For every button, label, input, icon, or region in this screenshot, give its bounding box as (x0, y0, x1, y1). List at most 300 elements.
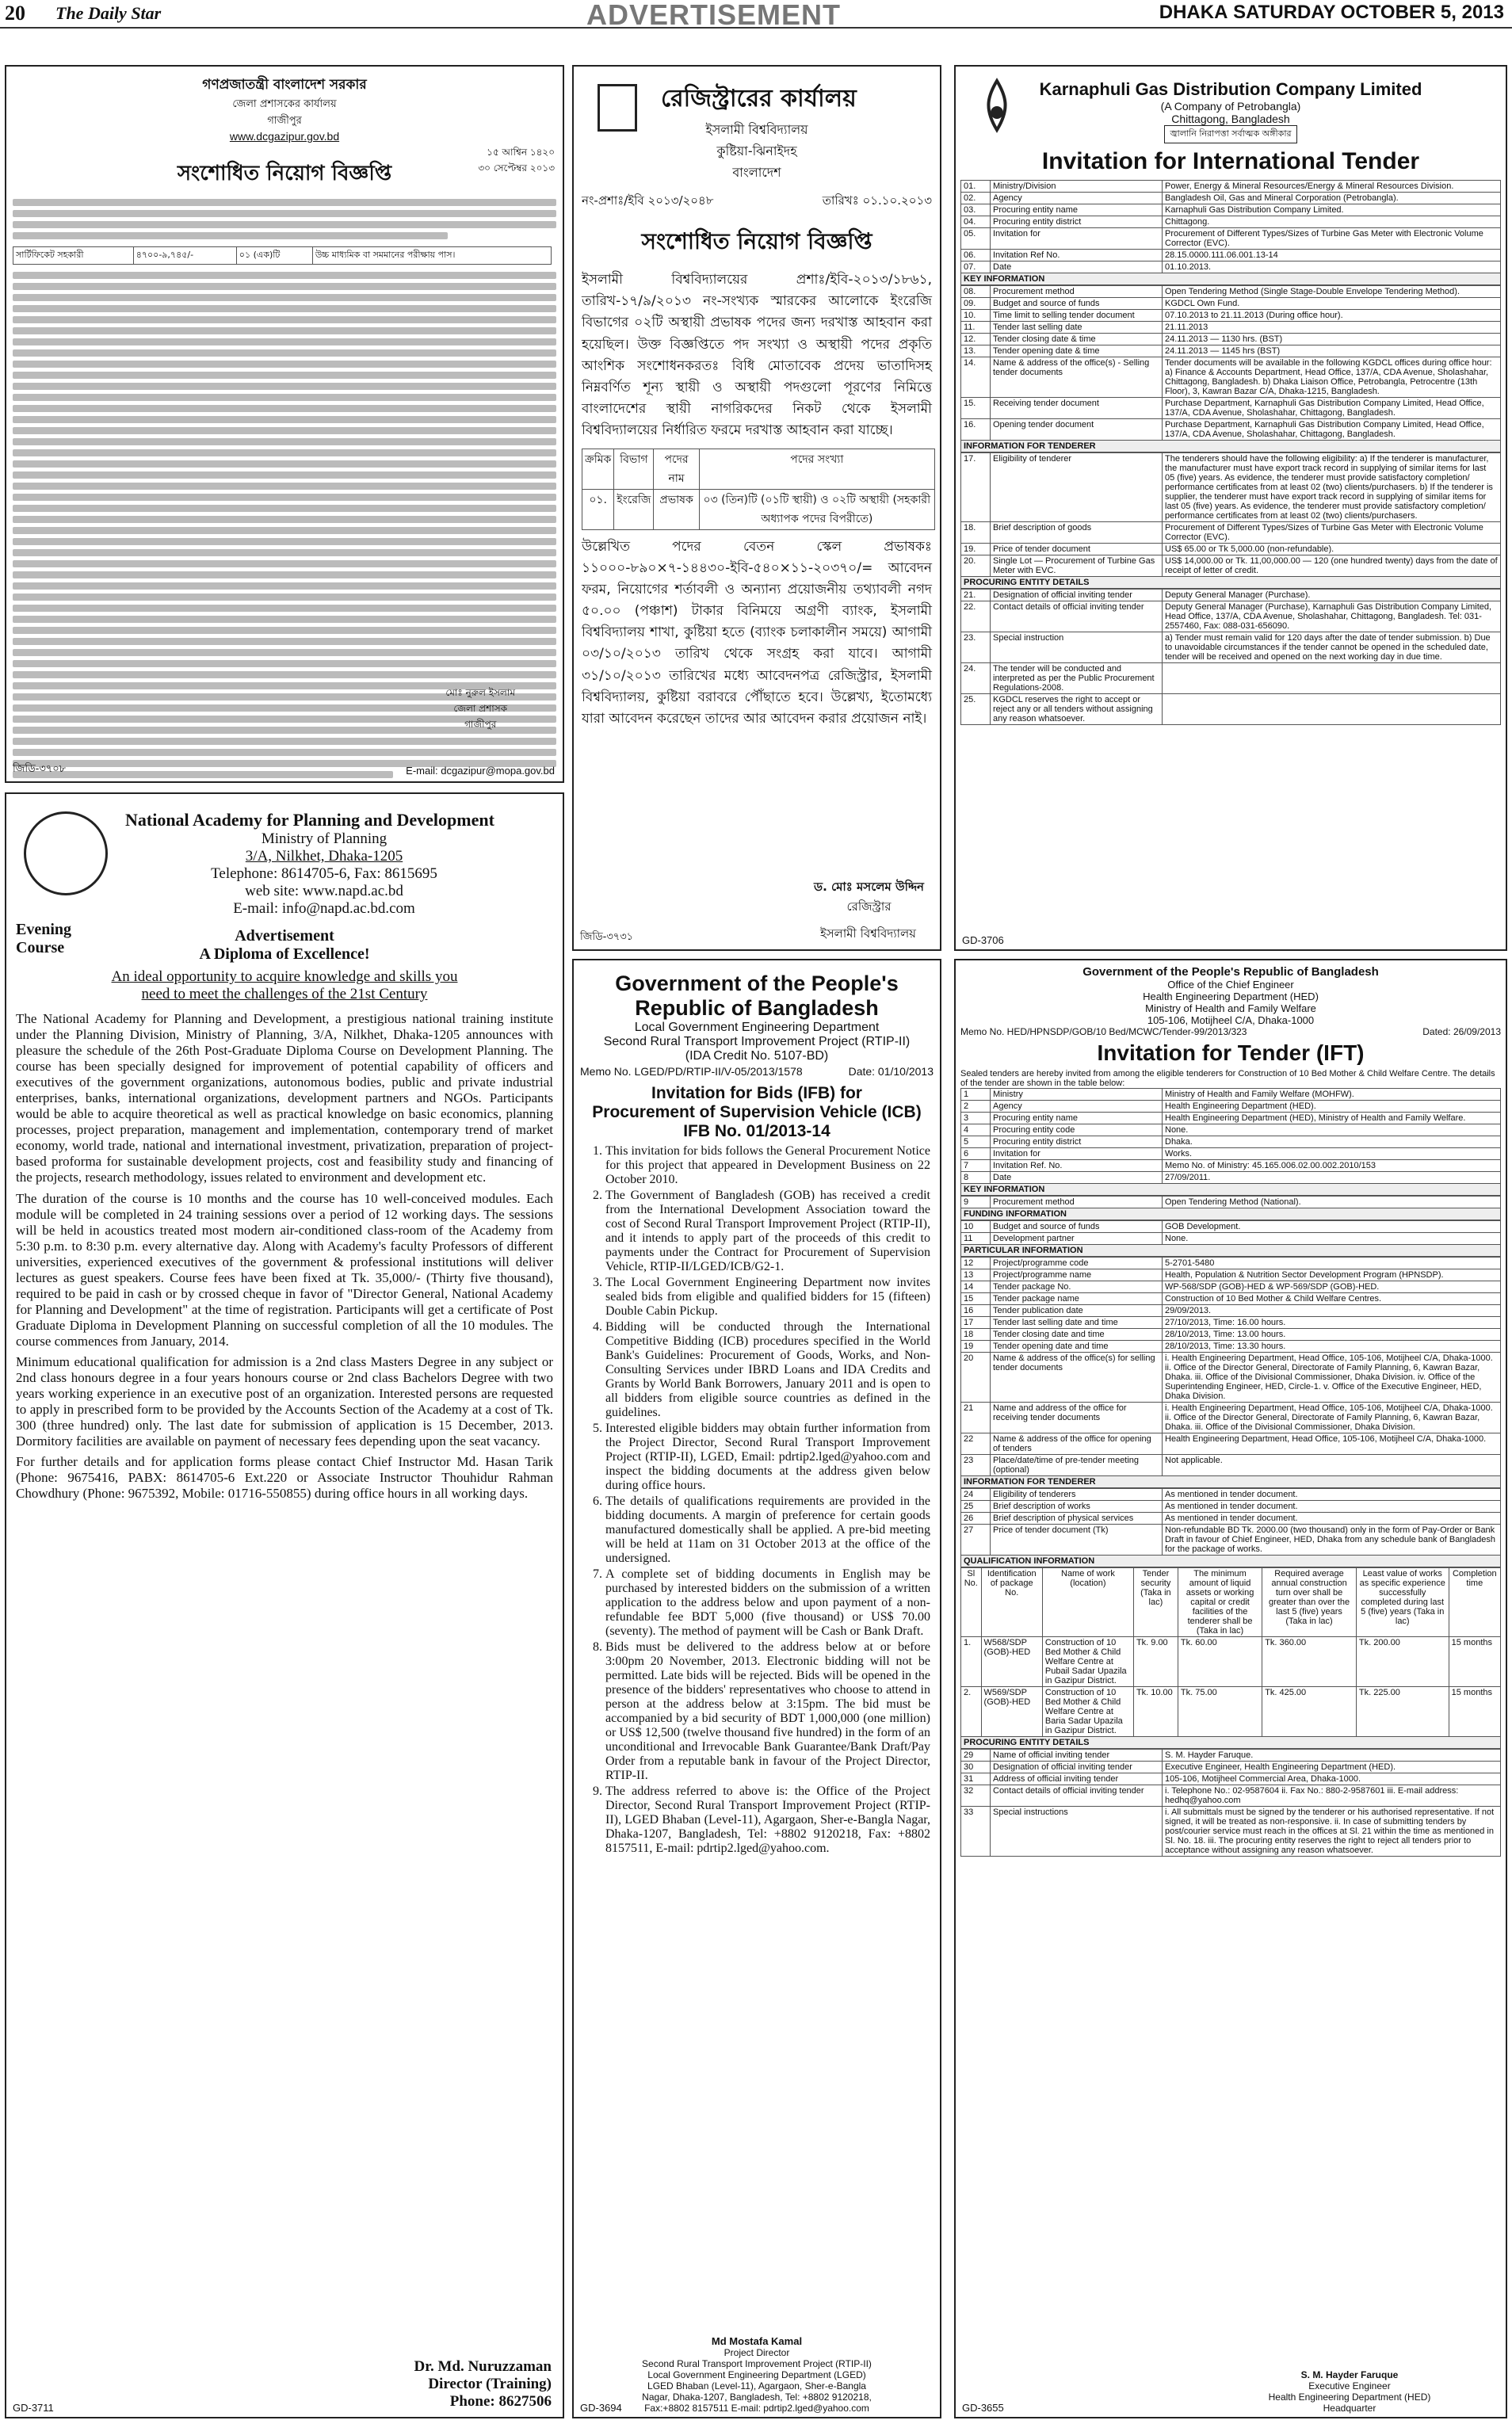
ifb-number: IFB No. 01/2013-14 (683, 1122, 830, 1140)
table-cell: KGDCL Own Fund. (1163, 298, 1501, 310)
signatory-name: Dr. Md. Nuruzzaman (414, 2358, 552, 2375)
website-link[interactable]: www.dcgazipur.gov.bd (229, 130, 340, 143)
table-row (961, 1124, 1501, 1136)
table-cell: Tender closing date and time (991, 1329, 1163, 1341)
ad-heading: গণপ্রজাতন্ত্রী বাংলাদেশ সরকার (202, 77, 367, 93)
table-row (961, 1293, 1501, 1305)
table-row (961, 1269, 1501, 1281)
table-cell: 20. (961, 555, 991, 577)
clause: 4. Bidding will be conducted through the International Competitive Bidding (ICB) procedures specified in the World Bank's Guidelines: Procurement of Goods, Works, and Non-Consulting Services under IBRD Loans and IDA Credits and Grants by World Bank Borrowers, January 2011 and is open to all bidders from eligible source countries as defined in the guidelines. (605, 1320, 930, 1420)
university-name: ইসলামী বিশ্ববিদ্যালয় (705, 122, 808, 137)
table-cell: 14 (961, 1281, 991, 1293)
table-cell: Date (991, 1172, 1163, 1184)
table-cell: 02. (961, 193, 991, 204)
signatory-title: জেলা প্রশাসক (453, 703, 508, 714)
table-cell: Tender documents will be available in the following KGDCL offices during office hour: a) Finance & Accounts Department, Head Office, 137/A, CDA Avenue, Sholashahar, Chittagong, Bangladesh. b) Dhaka Liaison Office, Petrobangla, Petrocentre (13th Floor), 3, Kawran Bazar C/A, Dhaka-1215, Bangladesh. (1163, 357, 1501, 398)
table-cell: 8 (961, 1172, 991, 1184)
clause: 5. Interested eligible bidders may obtain further information from the Project Director, Second Rural Transport Improvement Project (RTIP-II), LGED, Email: pdrtip2.lged@yahoo.com and inspect the bidding documents at the address given below during office hours. (605, 1422, 930, 1493)
table-cell: 07. (961, 261, 991, 273)
table-cell: 5-2701-5480 (1163, 1258, 1501, 1269)
email-link[interactable]: E-mail: info@napd.ac.bd.com (233, 900, 415, 917)
table-cell: 05. (961, 228, 991, 250)
table-row (961, 1455, 1501, 1476)
table-cell: 7 (961, 1160, 991, 1172)
kgdcl-logo (979, 78, 1014, 133)
table-row (961, 1258, 1501, 1269)
table-cell: 13 (961, 1269, 991, 1281)
signatory-title: Project Director (724, 2347, 790, 2358)
table-cell: 4 (961, 1124, 991, 1136)
section-procuring-entity: PROCURING ENTITY DETAILS (960, 577, 1501, 589)
table-cell: Price of tender document (991, 544, 1163, 555)
table-row (961, 1762, 1501, 1773)
table-row (961, 1136, 1501, 1148)
table-cell: Address of official inviting tender (991, 1773, 1163, 1785)
table-cell: 19 (961, 1341, 991, 1353)
table-cell: Name & address of the office for opening of tenders (991, 1433, 1163, 1455)
table-cell: As mentioned in tender document. (1163, 1501, 1501, 1513)
table-cell: 26 (961, 1513, 991, 1525)
section-title: ADVERTISEMENT (586, 0, 842, 31)
table-cell: i. Health Engineering Department, Head Office, 105-106, Motijheel C/A, Dhaka-1000. ii. Office of the Director General, Directorate of Family Planning, 6, Kawran Bazar, Dhaka. iii. Office of the Divisional Commissioner, Dhaka Division. iv. Office of the Superintending Engineer, HED, Circle-1. v. Office of the Executive Engineer, HED, Dhaka Division. (1163, 1353, 1501, 1403)
table-cell: 19. (961, 544, 991, 555)
signatory-dept: Health Engineering Department (HED) (1268, 2392, 1431, 2403)
table-cell: 22 (961, 1433, 991, 1455)
clause: 7. A complete set of bidding documents in English may be purchased by interested bidders on the submission of a written application to the address below and upon payment of a non-refundable fee BDT 5,000 (five thousand) or US$ 70.00 (seventy). The method of payment will be Cash or Bank Draft. (605, 1567, 930, 1639)
table-cell: Not applicable. (1163, 1455, 1501, 1476)
table-cell: Health, Population & Nutrition Sector Development Program (HPNSDP). (1163, 1269, 1501, 1281)
section-procuring-entity: PROCURING ENTITY DETAILS (960, 1737, 1501, 1749)
ad-code: জিডি-৩৭৩১ (580, 931, 634, 943)
diploma-headline: A Diploma of Excellence! (199, 945, 370, 963)
office-location: গাজীপুর (267, 115, 302, 127)
table-cell: 1 (961, 1089, 991, 1101)
table-row (961, 1433, 1501, 1455)
table-cell: 16 (961, 1305, 991, 1317)
date-english: ৩০ সেপ্টেম্বর ২০১৩ (478, 162, 555, 174)
table-cell: 11. (961, 322, 991, 334)
table-cell: Tender last selling date (991, 322, 1163, 334)
table-cell: Procuring entity name (991, 204, 1163, 216)
table-cell: 28/10/2013, Time: 13.00 hours. (1163, 1329, 1501, 1341)
table-cell: The tender will be conducted and interpreted as per the Public Procurement Regulations-2008. (991, 663, 1163, 694)
table-cell: Purchase Department, Karnaphuli Gas Distribution Company Limited, Head Office, 137/A, CDA Avenue, Sholashahar, Chittagong, Bangladesh. (1163, 398, 1501, 419)
table-cell: 21. (961, 590, 991, 601)
table-cell: Special instructions (991, 1807, 1163, 1857)
table-row (961, 1148, 1501, 1160)
table-cell: Invitation for (991, 1148, 1163, 1160)
table-row (961, 1501, 1501, 1513)
table-cell: Designation of official inviting tender (991, 1762, 1163, 1773)
table-row (961, 1807, 1501, 1857)
table-row (961, 601, 1501, 632)
credit-no: (IDA Credit No. 5107-BD) (685, 1049, 829, 1063)
table-cell: Deputy General Manager (Purchase). (1163, 590, 1501, 601)
table-cell: 03. (961, 204, 991, 216)
table-cell: Executive Engineer, Health Engineering Department (HED). (1163, 1762, 1501, 1773)
table-cell: 2 (961, 1101, 991, 1113)
table-row (961, 1221, 1501, 1233)
table-row (961, 322, 1501, 334)
table-cell: Deputy General Manager (Purchase), Karnaphuli Gas Distribution Company Limited, Head Office, 137/A, CDA Avenue, Sholashahar, Chittagong, Bangladesh. Tel: 031-2557460, Fax: 088-031-656090. (1163, 601, 1501, 632)
table-row (961, 1513, 1501, 1525)
clause: 6. The details of qualifications requirements are provided in the bidding documents. A margin of preference for certain goods manufactured domestically shall be applied. A pre-bid meeting will be held at 11am on 31 October 2013 at the office of the undersigned. (605, 1494, 930, 1566)
ad-code: GD-3706 (962, 934, 1004, 946)
intro-text: Sealed tenders are hereby invited from among the eligible tenderers for Construction of 10 Bed Mother & Child Welfare Centre. The details of the tender are shown in the table below: (960, 1069, 1495, 1088)
table-cell: 25. (961, 694, 991, 725)
table-cell: Budget and source of funds (991, 298, 1163, 310)
tender-table (956, 180, 1506, 725)
table-cell: Procurement method (991, 286, 1163, 298)
table-row (961, 453, 1501, 522)
table-cell: 24 (961, 1489, 991, 1501)
signatory-address-1: LGED Bhaban (Level-11), Agargaon, Sher-e-Bangla (647, 2380, 866, 2392)
table-cell: i. Telephone No.: 02-9587604 ii. Fax No.: 880-2-9587601 iii. E-mail address: hedhq@yahoo.com (1163, 1785, 1501, 1807)
table-row: 1. W568/SDP (GOB)-HED Construction of 10 Bed Mother & Child Welfare Centre at Pubail Sadar Upazila in Gazipur District. Tk. 9.00 Tk. 60.00 Tk. 360.00 Tk. 200.00 15 months (961, 1637, 1501, 1687)
memo-no: Memo No. LGED/PD/RTIP-II/V-05/2013/1578 (580, 1065, 803, 1078)
signatory-contact: Fax:+8802 8157511 E-mail: pdrtip2.lged@yahoo.com (644, 2403, 869, 2414)
ad-title: Invitation for Tender (IFT) (1097, 1040, 1365, 1065)
table-cell: Invitation for (991, 228, 1163, 250)
table-row (961, 181, 1501, 193)
table-cell: Procurement method (991, 1197, 1163, 1208)
table-cell: 21.11.2013 (1163, 322, 1501, 334)
qualification: উচ্চ মাধ্যমিক বা সমমানের পরীক্ষায় পাস। (312, 247, 551, 265)
ad-gazipur-dc (5, 65, 564, 783)
ad-lged-ifb (572, 959, 941, 2418)
table-row (961, 1353, 1501, 1403)
table-cell: 24. (961, 663, 991, 694)
post-name: সার্টিফিকেট সহকারী (13, 247, 134, 265)
ad-hed-tender (954, 959, 1507, 2418)
website-link[interactable]: web site: www.napd.ac.bd (245, 883, 403, 899)
table-cell: KGDCL reserves the right to accept or reject any or all tenders without assigning any reason whatsoever. (991, 694, 1163, 725)
table-cell: 07.10.2013 to 21.11.2013 (During office hour). (1163, 310, 1501, 322)
signatory-office: Headquarter (1323, 2403, 1376, 2414)
table-cell: Ministry (991, 1089, 1163, 1101)
section-key-info: KEY INFORMATION (960, 1184, 1501, 1196)
section-key-info: KEY INFORMATION (960, 273, 1501, 285)
table-cell: 01. (961, 181, 991, 193)
section-funding: FUNDING INFORMATION (960, 1208, 1501, 1220)
table-cell: Eligibility of tenderers (991, 1489, 1163, 1501)
table-cell: Date (991, 261, 1163, 273)
table-row (961, 398, 1501, 419)
table-cell: Development partner (991, 1233, 1163, 1245)
table-cell: 23 (961, 1455, 991, 1476)
table-cell (1163, 694, 1501, 725)
memo-date: Date: 01/10/2013 (848, 1065, 934, 1078)
table-cell: Tender opening date and time (991, 1341, 1163, 1353)
ad-title: Invitation for International Tender (1041, 148, 1420, 174)
table-cell: i. Health Engineering Department, Head Office, 105-106, Motijheel C/A, Dhaka-1000. ii. Office of the Director General, Directorate of Family Planning, 6, Kawran Bazar, Dhaka. iii. Office of the Divisional Commissioner, Dhaka Division. (1163, 1403, 1501, 1433)
ministry: Ministry of Health and Family Welfare (1145, 1002, 1316, 1014)
table-row (961, 1341, 1501, 1353)
table-cell: 29 (961, 1750, 991, 1762)
paragraph-qualification: Minimum educational qualification for admission is a 2nd class Masters Degree in any subject or 2nd class honours degree in a four years honours course or 2nd class Bachelors Degree with two years working experience in an executive post of an organization. Interested persons are requested to apply in prescribed form to be provided by the Accounts Section of the Academy at a cost of Tk. 300 (three hundred) only. The last date for submission of application is 15 December, 2013. Dormitory facilities are available on payment of necessary fees depending upon the seat vacancy. (16, 1353, 553, 1449)
table-cell: Health Engineering Department (HED), Ministry of Health and Family Welfare. (1163, 1113, 1501, 1124)
table-cell: 28.15.0000.111.06.001.13-14 (1163, 250, 1501, 261)
table-cell: 32 (961, 1785, 991, 1807)
table-cell: None. (1163, 1233, 1501, 1245)
company-subtitle: (A Company of Petrobangla) (1160, 100, 1301, 113)
table-cell: Tender package name (991, 1293, 1163, 1305)
adv-label: Advertisement (235, 927, 334, 945)
table-cell: Brief description of goods (991, 522, 1163, 544)
table-cell: Power, Energy & Mineral Resources/Energy & Mineral Resources Division. (1163, 181, 1501, 193)
paragraph-contact: For further details and for application forms please contact Chief Instructor Md. Hasan Tarik (Phone: 9675416, PABX: 8614705-6 Ext.220 or Associate Instructor Thouhidur Rahman Chowdhury (Phone: 9675392, Mobile: 01716-550855) during office hours in all working days. (16, 1454, 553, 1502)
table-cell: 08. (961, 286, 991, 298)
address: 105-106, Motijheel C/A, Dhaka-1000 (1147, 1014, 1315, 1026)
gov-title-1: Government of the People's (615, 972, 899, 995)
table-cell: 10 (961, 1221, 991, 1233)
clause: 3. The Local Government Engineering Department now invites sealed bids from eligible and qualified bidders for 15 (fifteen) Double Cabin Pickup. (605, 1276, 930, 1319)
table-cell: Open Tendering Method (National). (1163, 1197, 1501, 1208)
table-cell: US$ 65.00 or Tk 5,000.00 (non-refundable). (1163, 544, 1501, 555)
qualification-table: Sl No. Identification of package No. Name of work (location) Tender security (Taka in lac) The minimum amount of liquid assets or working capital or credit facilities of the tenderer shall be (Taka in lac) Required average annual construction turn over shall be greater than over the last 5 (five) years (Taka in lac) Least value of works as specific experience successfully completed during last 5 (five) years (Taka in lac) Completion time 1. W568/SDP (GOB)-HED Construction of 10 Bed Mother & Child Welfare Centre at Pubail Sadar Upazila in Gazipur District. Tk. 9.00 Tk. 60.00 Tk. 360.00 Tk. 200.00 15 months 2. W569/SDP (GOB)-HED Construction of 10 Bed Mother & Child Welfare Centre at Baria Sadar Upazila in Gazipur District. Tk. 10.00 Tk. 75.00 Tk. 425.00 Tk. 225.00 15 months (960, 1567, 1501, 1737)
table-cell: Invitation Ref No. (991, 250, 1163, 261)
ifb-title-2: Procurement of Supervision Vehicle (ICB) (592, 1103, 922, 1121)
table-row (961, 345, 1501, 357)
table-row (961, 590, 1501, 601)
table-cell: 23. (961, 632, 991, 663)
table-cell: Eligibility of tenderer (991, 453, 1163, 522)
table-cell: Opening tender document (991, 419, 1163, 441)
org-name: National Academy for Planning and Development (125, 810, 494, 830)
table-cell: S. M. Hayder Faruque. (1163, 1750, 1501, 1762)
memo-date: Dated: 26/09/2013 (1422, 1026, 1501, 1037)
page-header (0, 0, 1512, 29)
signatory-title: Director (Training) (428, 2376, 552, 2392)
section-tenderer-info: INFORMATION FOR TENDERER (960, 441, 1501, 452)
table-cell: Non-refundable BD Tk. 2000.00 (two thousand) only in the form of Pay-Order or Bank Draft in favour of Chief Engineer, HED, Dhaka from any schedule bank of Bangladesh for the package of works. (1163, 1525, 1501, 1556)
table-cell: US$ 14,000.00 or Tk. 11,00,000.00 — 120 (one hundred twenty) days from the date of receipt of letter of credit. (1163, 555, 1501, 577)
table-cell: 28/10/2013, Time: 13.30 hours. (1163, 1341, 1501, 1353)
table-cell: 18 (961, 1329, 991, 1341)
table-cell: Designation of official inviting tender (991, 590, 1163, 601)
table-row (961, 544, 1501, 555)
table-cell: None. (1163, 1124, 1501, 1136)
tagline-2: need to meet the challenges of the 21st Century (141, 986, 428, 1002)
signatory-title: Executive Engineer (1308, 2380, 1391, 2392)
date-bangla: ১৫ আশ্বিন ১৪২০ (487, 147, 555, 158)
table-cell: 18. (961, 522, 991, 544)
table-cell: Tender last selling date and time (991, 1317, 1163, 1329)
table-cell: Name & address of the office(s) - Selling tender documents (991, 357, 1163, 398)
table-row (961, 1160, 1501, 1172)
post-table (13, 246, 552, 265)
table-cell: Receiving tender document (991, 398, 1163, 419)
table-cell: Health Engineering Department, Head Office, 105-106, Motijheel C/A, Dhaka-1000. (1163, 1433, 1501, 1455)
table-cell: 01.10.2013. (1163, 261, 1501, 273)
table-cell: 33 (961, 1807, 991, 1857)
table-row (961, 663, 1501, 694)
label-evening: Evening (16, 921, 72, 938)
table-cell: 27/10/2013, Time: 16.00 hours. (1163, 1317, 1501, 1329)
memo-ref: নং-প্রশাঃ/ইবি ২০১৩/২০৪৮ (582, 193, 714, 208)
table-cell: Open Tendering Method (Single Stage-Double Envelope Tendering Method). (1163, 286, 1501, 298)
label-course: Course (16, 939, 65, 956)
telephone: Telephone: 8614705-6, Fax: 8615695 (211, 865, 437, 882)
clause: 1. This invitation for bids follows the General Procurement Notice for this project that appeared in Development Business on 22 October 2010. (605, 1144, 930, 1187)
memo-no: Memo No. HED/HPNSDP/GOB/10 Bed/MCWC/Tender-99/2013/323 (960, 1026, 1247, 1037)
table-section (960, 1749, 1501, 1857)
table-cell: 11 (961, 1233, 991, 1245)
table-section (960, 1088, 1501, 1184)
ifb-title-1: Invitation for Bids (IFB) for (651, 1084, 862, 1102)
ad-napd-diploma (5, 792, 564, 2418)
table-section (960, 589, 1501, 725)
table-cell: Purchase Department, Karnaphuli Gas Distribution Company Limited, Head Office, 137/A, CDA Avenue, Sholashahar, Chittagong, Bangladesh. (1163, 419, 1501, 441)
table-cell: 5 (961, 1136, 991, 1148)
signatory-dept: Local Government Engineering Department (LGED) (647, 2369, 866, 2380)
table-cell: Construction of 10 Bed Mother & Child Welfare Centres. (1163, 1293, 1501, 1305)
table-row (961, 1089, 1501, 1101)
table-row (961, 1281, 1501, 1293)
table-cell: 12 (961, 1258, 991, 1269)
table-cell: 25 (961, 1501, 991, 1513)
memo-date: তারিখঃ ০১.১০.২০১৩ (822, 193, 932, 208)
table-row (961, 204, 1501, 216)
table-cell: 22. (961, 601, 991, 632)
signatory-title: রেজিস্ট্রার (846, 899, 892, 914)
table-cell: Price of tender document (Tk) (991, 1525, 1163, 1556)
table-cell: Single Lot — Procurement of Turbine Gas Meter with EVC. (991, 555, 1163, 577)
signatory-phone: Phone: 8627506 (449, 2393, 552, 2410)
tender-table (956, 1088, 1506, 1857)
signatory-name: ড. মোঃ মসলেম উদ্দিন (814, 880, 924, 894)
clause: 8. Bids must be delivered to the address below at or before 3:00pm 20 November, 2013. Electronic bidding will not be permitted. Late bids will be rejected. Bids will be opened in the presence of the bidders' representatives who choose to attend in person at the address below at 3:15pm. The bid must be accompanied by a bid security of BDT 1,000,000 (one million) or US$ 12,500 (twelve thousand five hundred) in the form of an unconditional and Irrevocable Bank Guarantee/Bank Draft/Pay Order from a reputable bank in favour of the Project Director, RTIP-II. (605, 1640, 930, 1783)
table-cell: Tender opening date & time (991, 345, 1163, 357)
post-count: ০১ (এক)টি (236, 247, 312, 265)
table-section (960, 285, 1501, 441)
table-cell: As mentioned in tender document. (1163, 1489, 1501, 1501)
table-cell: Project/programme code (991, 1258, 1163, 1269)
table-cell: Karnaphuli Gas Distribution Company Limited. (1163, 204, 1501, 216)
table-cell: 21 (961, 1403, 991, 1433)
table-section (960, 1488, 1501, 1556)
table-cell: The tenderers should have the following eligibility: a) If the tenderer is manufacturer, the manufacturer must have export track record in supplying of similar items for last 05 (five) years. As evidence, the tenderer must provide satisfactory completion/ performance certificates from at least 02 (two) clients/purchasers. b) If the tenderer is supplier, the tenderer must have export track record in supplying of similar items for last 05 (five) years. As evidence, the tenderer must provide satisfactory completion/ performance certificates from at least 02 (two) clients/purchasers. (1163, 453, 1501, 522)
table-row (961, 357, 1501, 398)
signatory-name: S. M. Hayder Faruque (1300, 2369, 1399, 2380)
table-row (961, 250, 1501, 261)
table-cell: Health Engineering Department (HED). (1163, 1101, 1501, 1113)
table-cell: 14. (961, 357, 991, 398)
table-cell: 27 (961, 1525, 991, 1556)
table-row (961, 1317, 1501, 1329)
post-table: ক্রমিক বিভাগ পদের নাম পদের সংখ্যা ০১. ইংরেজি প্রভাষক ০৩ (তিন)টি (০১টি স্থায়ী) ও ০২টি অস্থায়ী (সহকারী অধ্যাপক পদের বিপরীতে) (582, 449, 935, 530)
country: বাংলাদেশ (732, 165, 781, 180)
table-row (961, 286, 1501, 298)
table-row (961, 694, 1501, 725)
table-cell: Name & address of the office(s) for selling tender documents (991, 1353, 1163, 1403)
section-tenderer-info: INFORMATION FOR TENDERER (960, 1476, 1501, 1488)
table-cell: Tender closing date & time (991, 334, 1163, 345)
table-section (960, 1220, 1501, 1245)
table-cell: 16. (961, 419, 991, 441)
table-cell: Tender package No. (991, 1281, 1163, 1293)
table-cell: 30 (961, 1762, 991, 1773)
table-cell: 24.11.2013 — 1130 hrs. (BST) (1163, 334, 1501, 345)
table-cell: Procuring entity name (991, 1113, 1163, 1124)
table-row (961, 1773, 1501, 1785)
address: 3/A, Nilkhet, Dhaka-1205 (245, 848, 403, 865)
clause: 2. The Government of Bangladesh (GOB) has received a credit from the International Development Association toward the cost of Second Rural Transport Improvement Project (RTIP-II), and it intends to apply part of the proceeds of this credit to payments under the Contract for Procurement of Supervision Vehicle, RTIP-II/LGED/ICB/G2-1. (605, 1189, 930, 1274)
university-location: কুষ্টিয়া-ঝিনাইদহ (716, 143, 797, 158)
table-cell: 6 (961, 1148, 991, 1160)
table-cell: WP-568/SDP (GOB)-HED & WP-569/SDP (GOB)-HED. (1163, 1281, 1501, 1293)
table-cell: 31 (961, 1773, 991, 1785)
table-cell: Procurement of Different Types/Sizes of Turbine Gas Meter with Electronic Volume Corrector (EVC). (1163, 228, 1501, 250)
table-cell: Bangladesh Oil, Gas and Mineral Corporation (Petrobangla). (1163, 193, 1501, 204)
ad-code: GD-3694 (580, 2402, 622, 2414)
ad-code: জিডি-৩৭০৮ (13, 763, 67, 775)
table-cell: 24.11.2013 — 1145 hrs (BST) (1163, 345, 1501, 357)
department: Local Government Engineering Department (634, 1021, 880, 1034)
ifb-clauses (583, 1144, 930, 1856)
ad-kgdcl-tender (954, 65, 1507, 951)
table-row (961, 261, 1501, 273)
signatory-project: Second Rural Transport Improvement Project (RTIP-II) (642, 2358, 872, 2369)
table-row (961, 228, 1501, 250)
table-section (960, 1196, 1501, 1208)
table-cell: Ministry/Division (991, 181, 1163, 193)
ad-code: GD-3655 (962, 2402, 1004, 2414)
department: Health Engineering Department (HED) (1143, 991, 1319, 1002)
table-cell: Ministry of Health and Family Welfare (MOHFW). (1163, 1089, 1501, 1101)
table-row (961, 1329, 1501, 1341)
table-row (961, 298, 1501, 310)
table-cell: Special instruction (991, 632, 1163, 663)
table-row (961, 310, 1501, 322)
table-cell: Procuring entity code (991, 1124, 1163, 1136)
table-cell: As mentioned in tender document. (1163, 1513, 1501, 1525)
ad-body: ইসলামী বিশ্ববিদ্যালয়ের প্রশাঃ/ইবি-২০১৩/১৮৬১, তারিখ-১৭/৯/২০১৩ নং-সংখ্যক স্মারকের আলোকে ইংরেজি বিভাগের ০২টি অস্থায়ী প্রভাষক পদের জন্য দরখাস্ত আহবান করা হয়েছিল। উক্ত বিজ্ঞপ্তিতে পদ সংখ্যা ও অস্থায়ী পদের প্রকৃতি আংশিক সংশোধনকরতঃ বিধি মোতাবেক প্রদেয় ভাতাদিসহ নিম্নবর্ণিত শূন্য স্থায়ী ও অস্থায়ী পদগুলো পূরণের নিমিত্তে বাংলাদেশের স্থায়ী নাগরিকদের নিকট থেকে ইসলামী বিশ্ববিদ্যালয়ের নির্ধারিত ফরমে দরখাস্ত আহবান করা যাচ্ছে। (582, 272, 932, 439)
table-cell: 15 (961, 1293, 991, 1305)
table-cell: GOB Development. (1163, 1221, 1501, 1233)
office-name: Office of the Chief Engineer (1167, 979, 1294, 991)
table-row (961, 522, 1501, 544)
table-section (960, 180, 1501, 273)
ad-title: সংশোধিত নিয়োগ বিজ্ঞপ্তি (641, 228, 872, 254)
table-cell: Contact details of official inviting tender (991, 601, 1163, 632)
signatory-org: ইসলামী বিশ্ববিদ্যালয় (819, 926, 916, 941)
table-cell: Brief description of works (991, 1501, 1163, 1513)
signatory-name: Md Mostafa Kamal (711, 2335, 803, 2347)
contact-email[interactable]: E-mail: dcgazipur@mopa.gov.bd (406, 765, 555, 777)
table-cell: 04. (961, 216, 991, 228)
table-cell: 06. (961, 250, 991, 261)
table-cell: Chittagong. (1163, 216, 1501, 228)
gov-title: Government of the People's Republic of Bangladesh (1082, 965, 1379, 979)
table-cell: 12. (961, 334, 991, 345)
table-row (961, 419, 1501, 441)
tagline-1: An ideal opportunity to acquire knowledge and skills you (111, 968, 458, 985)
table-cell: Tender publication date (991, 1305, 1163, 1317)
issue-date: DHAKA SATURDAY OCTOBER 5, 2013 (1159, 2, 1504, 23)
project-name: Second Rural Transport Improvement Project (RTIP-II) (603, 1035, 911, 1048)
table-row (961, 1113, 1501, 1124)
university-logo (598, 84, 637, 132)
page-number: 20 (5, 2, 25, 25)
table-cell: Works. (1163, 1148, 1501, 1160)
table-cell: 13. (961, 345, 991, 357)
table-cell: 17 (961, 1317, 991, 1329)
paragraph-intro: The National Academy for Planning and Development, a prestigious national training institute under the Planning Division, Ministry of Planning, 3/A, Nilkhet, Dhaka-1205 announces with pleasure the schedule of the 26th Post-Graduate Diploma Course on Development Planning. The course has been specially designed for improvement of potential capability of officers and executives of the government organizations, autonomous bodies, public and private industrial enterprises, banks, international organizations, development partners and NGOs. Participants would be able to acquire theoretical as well as practical knowledge on basic economics, planning processes, project preparation, management and implementation, contemporary trend of market economy, world trade, national and international investment, privatization, preparation of project-based proforma for sustainable development projects, cost and feasibility study and financing of the projects, research methodology, issues related to environment and development etc. (16, 1011, 553, 1185)
section-qualification: QUALIFICATION INFORMATION (960, 1556, 1501, 1567)
table-cell: Agency (991, 193, 1163, 204)
table-cell: 9 (961, 1197, 991, 1208)
